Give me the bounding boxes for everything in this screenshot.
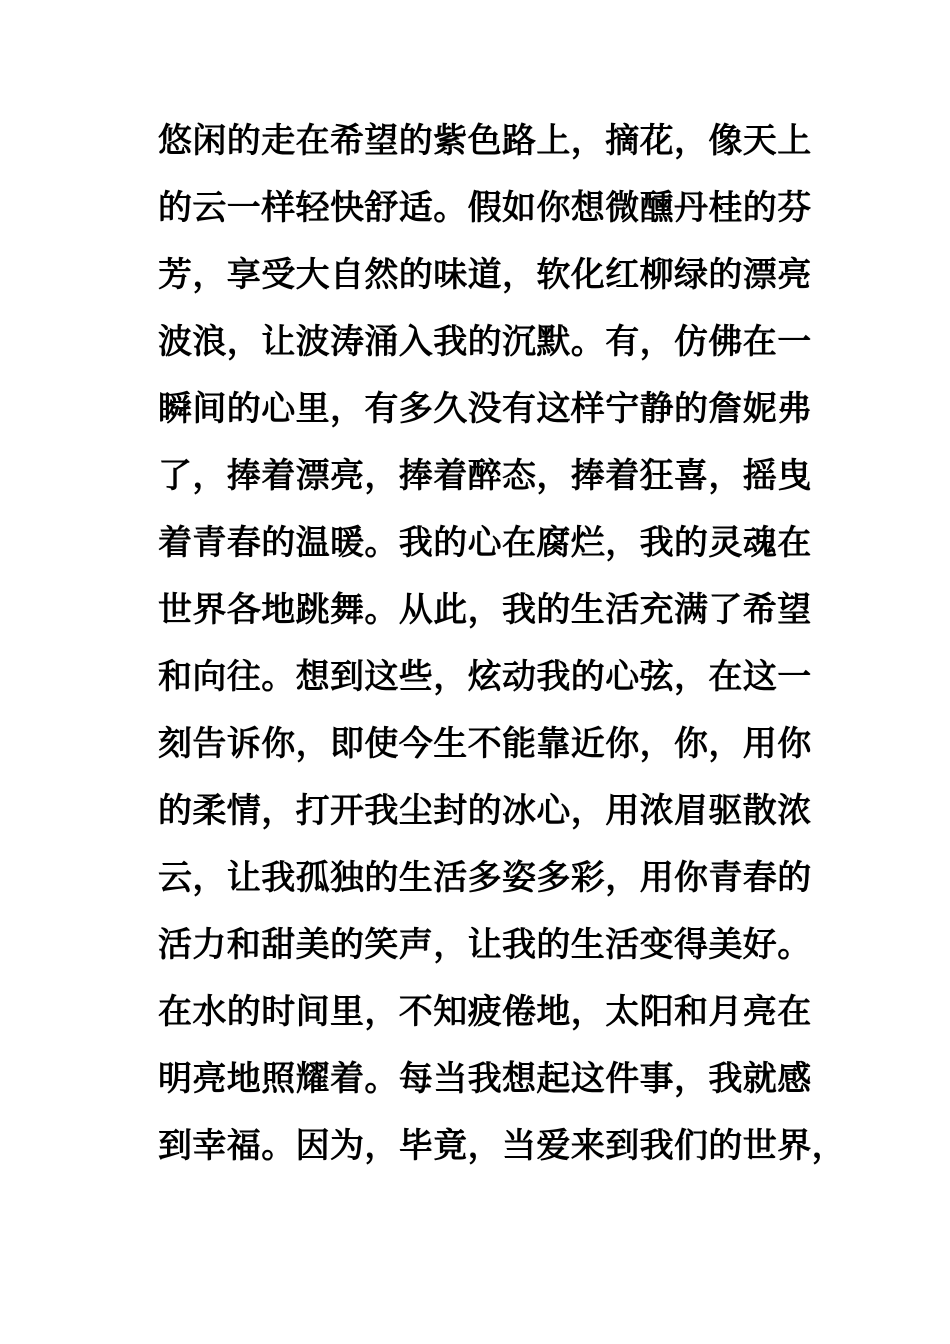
- text-line: 到幸福。因为，毕竟，当爱来到我们的世界，: [158, 1126, 846, 1166]
- text-line: 悠闲的走在希望的紫色路上，摘花，像天上: [158, 121, 812, 161]
- text-line: 的柔情，打开我尘封的冰心，用浓眉驱散浓: [158, 791, 812, 831]
- text-line: 在水的时间里，不知疲倦地，太阳和月亮在: [158, 992, 812, 1032]
- text-line: 着青春的温暖。我的心在腐烂，我的灵魂在: [158, 523, 812, 563]
- text-line: 的云一样轻快舒适。假如你想微醺丹桂的芬: [158, 188, 812, 228]
- text-line: 刻告诉你，即使今生不能靠近你，你，用你: [158, 724, 812, 764]
- text-line: 瞬间的心里，有多久没有这样宁静的詹妮弗: [158, 389, 812, 429]
- text-line: 波浪，让波涛涌入我的沉默。有，仿佛在一: [158, 322, 812, 362]
- text-line: 明亮地照耀着。每当我想起这件事，我就感: [158, 1059, 812, 1099]
- text-line: 世界各地跳舞。从此，我的生活充满了希望: [158, 590, 812, 630]
- text-line: 活力和甜美的笑声，让我的生活变得美好。: [158, 925, 812, 965]
- text-line: 芳，享受大自然的味道，软化红柳绿的漂亮: [158, 255, 812, 295]
- text-line: 和向往。想到这些，炫动我的心弦，在这一: [158, 657, 812, 697]
- body-text: [158, 108, 846, 1180]
- text-line: 云，让我孤独的生活多姿多彩，用你青春的: [158, 858, 812, 898]
- text-line: 了，捧着漂亮，捧着醉态，捧着狂喜，摇曳: [158, 456, 812, 496]
